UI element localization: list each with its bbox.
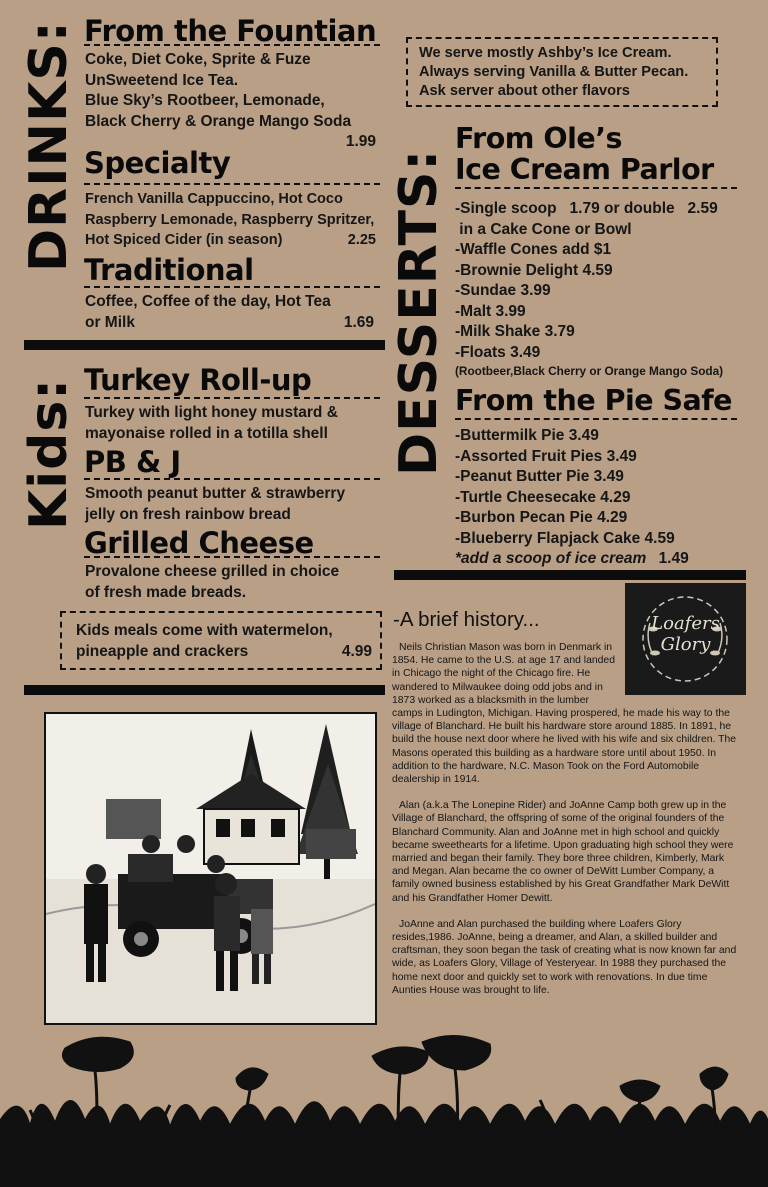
pbj-heading: PB & J	[84, 445, 181, 479]
desserts-side-label: DESSERTS:	[389, 148, 449, 476]
ice-cream-list	[455, 199, 723, 380]
kids-meal-note: Kids meals come with watermelon, pineapple and crackers 4.99	[60, 611, 382, 670]
turkey-heading: Turkey Roll-up	[84, 363, 312, 397]
grilled-cheese-divider	[84, 556, 380, 558]
list-item: -Burbon Pecan Pie 4.29	[455, 509, 628, 526]
desserts-section-bar	[394, 570, 746, 580]
grilled-cheese-description: Provalone cheese grilled in choice of fresh made breads.	[85, 563, 340, 601]
fountain-description: Coke, Diet Coke, Sprite & Fuze UnSweetend Ice Tea. Blue Sky’s Rootbeer, Lemonade, Black Cherry & Orange Mango Soda 1.99	[85, 50, 380, 153]
kids-section-bar	[24, 685, 385, 695]
ice-cream-addon: *add a scoop of ice cream	[455, 550, 647, 567]
logo-text-line1: Loafers	[651, 613, 720, 634]
history-body	[392, 641, 740, 1010]
logo-text-line2: Glory	[660, 634, 711, 655]
traditional-heading: Traditional	[84, 253, 254, 287]
list-item: -Blueberry Flapjack Cake 4.59	[455, 529, 675, 547]
pie-safe-list	[455, 426, 689, 570]
specialty-divider	[84, 183, 380, 185]
history-p1: Neils Christian Mason was born in Denmark in 1854. He came to the U.S. at age 17 and landed in Chicago the night of the Chicago fire. He wandered to Milwaukee doing odd jobs and in 1873 worked as a blacksmith in the lumber camps in Ludington, Michigan. Having prospered, he made his way to the village of Blanchard. He built his hardware store around 1885. In 1891, he build the house next door where he lived with his wife and six children. The Masons operated this building as a hardware store until about 1950. In addition to the hardware, N.C. Mason Took on the Ford Automobile dealership in 1914.	[392, 642, 737, 786]
fountain-heading: From the Fountian	[84, 14, 377, 48]
list-item: -Peanut Butter Pie 3.49	[455, 468, 624, 485]
kids-side-label: Kids:	[19, 377, 79, 530]
list-item: -Assorted Fruit Pies 3.49	[455, 447, 637, 465]
list-item: -Brownie Delight 4.59	[455, 261, 613, 279]
pbj-description: Smooth peanut butter & strawberry jelly on fresh rainbow bread	[85, 485, 346, 523]
historic-photo	[44, 712, 377, 1025]
ice-cream-heading: From Ole’s Ice Cream Parlor	[455, 122, 714, 186]
list-item: -Milk Shake 3.79	[455, 323, 575, 340]
list-item: -Waffle Cones add $1	[455, 241, 612, 258]
history-p2: Alan (a.k.a The Lonepine Rider) and JoAnne Camp both grew up in the Village of Blanchard, the offspring of some of the original founders of the Blanchard Community. Alan and JoAnne met in high school and quickly became sweethearts for a lifetime. Upon graduating high school they were married and began their family. They bore three children, Kimberly, Mark and Megan. Alan became the co owner of DeWitt Lumber Company, a family owned business established by his Great Grandfather Mark DeWitt and his Grandfather Homer Dewitt.	[392, 800, 734, 904]
traditional-description: Coffee, Coffee of the day, Hot Tea or Milk 1.69	[85, 292, 380, 333]
history-title: -A brief history...	[393, 608, 540, 631]
fountain-price: 1.99	[345, 133, 376, 150]
list-item: -Malt 3.99	[455, 302, 526, 320]
specialty-heading: Specialty	[84, 146, 231, 180]
ice-cream-divider	[455, 187, 737, 189]
flower-silhouette-footer	[0, 1030, 768, 1187]
traditional-divider	[84, 286, 380, 288]
turkey-divider	[84, 397, 380, 399]
pie-safe-divider	[455, 418, 737, 420]
fountain-divider	[84, 44, 380, 46]
pie-safe-heading: From the Pie Safe	[455, 384, 732, 417]
ice-cream-notice: We serve mostly Ashby’s Ice Cream. Always serving Vanilla & Butter Pecan. Ask server about other flavors	[406, 37, 718, 107]
list-item: -Sundae 3.99	[455, 282, 551, 299]
drinks-side-label: DRINKS:	[19, 20, 79, 272]
pbj-divider	[84, 478, 380, 480]
kids-meal-price: 4.99	[341, 642, 372, 660]
grilled-cheese-heading: Grilled Cheese	[84, 526, 314, 560]
history-p3: JoAnne and Alan purchased the building where Loafers Glory resides,1986. JoAnne, being a dreamer, and Alan, a skilled builder and craftsman, they soon began the task of creating what is now known far and wide, as Loafers Glory, Village of Yesteryear. In 1988 they purchased the home next door and quickly set to work with renovations. In due time Aunties House was brought to life.	[392, 918, 737, 996]
list-item: -Floats 3.49	[455, 343, 541, 361]
list-item: in a Cake Cone or Bowl	[455, 220, 632, 238]
list-item: -Buttermilk Pie 3.49	[455, 427, 599, 444]
traditional-price: 1.69	[343, 313, 374, 331]
drinks-section-bar	[24, 340, 385, 350]
ice-cream-addon-price: 1.49	[658, 550, 689, 567]
floats-note: (Rootbeer,Black Cherry or Orange Mango Soda)	[455, 364, 724, 378]
turkey-description: Turkey with light honey mustard & mayonaise rolled in a totilla shell	[85, 404, 338, 442]
specialty-price: 2.25	[347, 232, 376, 248]
list-item: -Single scoop 1.79 or double 2.59	[455, 200, 718, 217]
specialty-description: French Vanilla Cappuccino, Hot Coco Raspberry Lemonade, Raspberry Spritzer, Hot Spiced Cider (in season) 2.25	[85, 189, 380, 251]
list-item: -Turtle Cheesecake 4.29	[455, 488, 631, 506]
